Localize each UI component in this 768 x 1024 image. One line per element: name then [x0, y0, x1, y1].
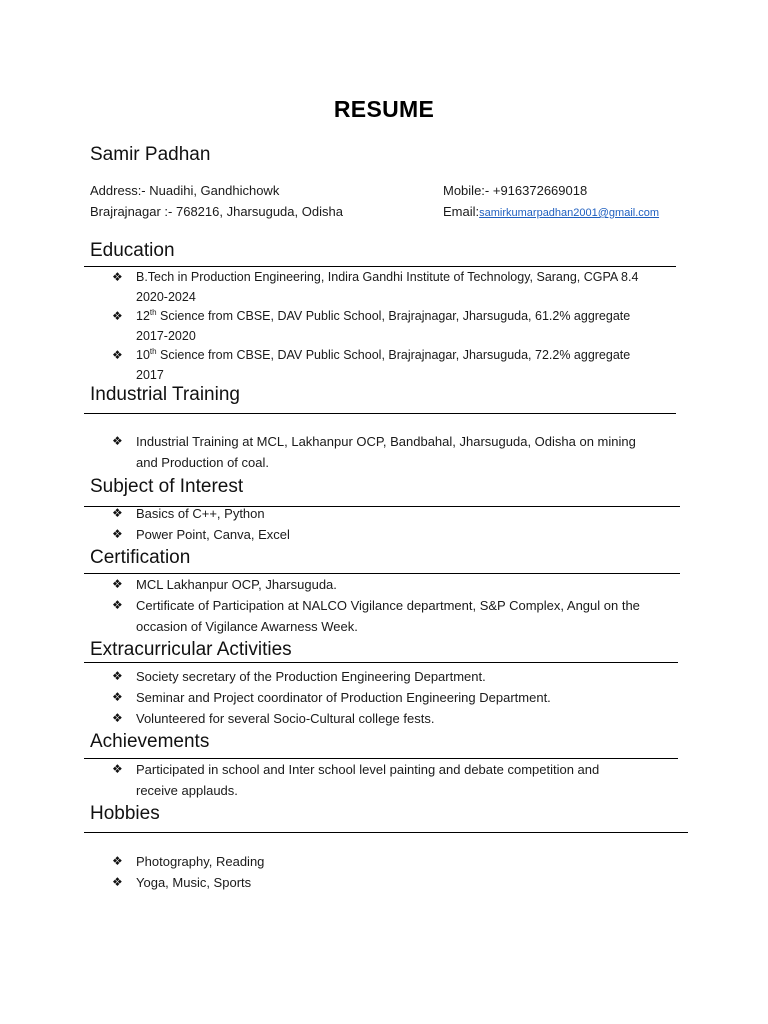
document-title: RESUME: [333, 96, 435, 122]
hobbies-list: [112, 851, 682, 893]
list-item: [112, 268, 682, 307]
list-item: [112, 851, 682, 872]
list-item: [112, 687, 682, 708]
hobby-text: Yoga, Music, Sports: [136, 875, 252, 890]
bullet-diamond-icon: ❖: [112, 527, 123, 541]
bullet-diamond-icon: ❖: [112, 598, 123, 612]
bullet-diamond-icon: ❖: [112, 270, 123, 284]
bullet-diamond-icon: ❖: [112, 669, 123, 683]
industrial-training-divider: [84, 413, 676, 414]
bullet-diamond-icon: ❖: [112, 762, 123, 776]
address-line-2: Brajrajnagar :- 768216, Jharsuguda, Odisha: [90, 204, 343, 219]
education-years: 2017-2020: [136, 328, 196, 343]
achievement-text-cont: receive applauds.: [136, 783, 238, 798]
certification-heading: Certification: [90, 547, 191, 568]
list-item: [112, 524, 682, 545]
ordinal-suffix: th: [149, 307, 157, 317]
list-item: [112, 872, 682, 893]
activity-text: Society secretary of the Production Engineering Department.: [136, 669, 486, 684]
email-link[interactable]: samirkumarpadhan2001@gmail.com: [479, 207, 660, 219]
list-item: [112, 503, 682, 524]
hobbies-divider: [84, 832, 688, 833]
bullet-diamond-icon: ❖: [112, 711, 123, 725]
list-item: [112, 595, 688, 637]
achievements-heading: Achievements: [90, 731, 210, 752]
bullet-diamond-icon: ❖: [112, 309, 123, 323]
industrial-training-list: [112, 431, 682, 473]
education-list: [112, 268, 682, 385]
extracurricular-divider: [84, 662, 678, 663]
education-years: 2017: [136, 367, 164, 382]
list-item: [112, 708, 682, 729]
bullet-diamond-icon: ❖: [112, 506, 123, 520]
achievement-text: Participated in school and Inter school level painting and debate competition and: [136, 762, 600, 777]
interest-text: Power Point, Canva, Excel: [136, 527, 290, 542]
subject-of-interest-list: [112, 503, 682, 545]
training-text-cont: and Production of coal.: [136, 455, 269, 470]
email-row: [443, 201, 659, 224]
education-heading: Education: [90, 240, 175, 261]
list-item: [112, 759, 682, 801]
email-label: Email:: [443, 204, 480, 219]
bullet-diamond-icon: ❖: [112, 434, 123, 448]
list-item: [112, 666, 682, 687]
education-divider: [84, 266, 676, 267]
achievements-list: [112, 759, 682, 801]
activity-text: Volunteered for several Socio-Cultural college fests.: [136, 711, 435, 726]
activity-text: Seminar and Project coordinator of Production Engineering Department.: [136, 690, 551, 705]
education-grade: 12: [136, 309, 150, 323]
address-line-1: Address:- Nuadihi, Gandhichowk: [90, 183, 280, 198]
list-item: [112, 574, 688, 595]
bullet-diamond-icon: ❖: [112, 690, 123, 704]
extracurricular-list: [112, 666, 682, 729]
education-years: 2020-2024: [136, 289, 196, 304]
industrial-training-heading: Industrial Training: [90, 384, 240, 405]
certification-list: [112, 574, 688, 637]
interest-text: Basics of C++, Python: [136, 506, 265, 521]
education-details: Science from CBSE, DAV Public School, Brajrajnagar, Jharsuguda, 61.2% aggregate: [156, 309, 631, 323]
list-item: [112, 346, 682, 385]
extracurricular-heading: Extracurricular Activities: [90, 639, 292, 660]
hobby-text: Photography, Reading: [136, 854, 265, 869]
bullet-diamond-icon: ❖: [112, 854, 123, 868]
ordinal-suffix: th: [149, 346, 157, 356]
hobbies-heading: Hobbies: [90, 803, 160, 824]
bullet-diamond-icon: ❖: [112, 348, 123, 362]
subject-of-interest-heading: Subject of Interest: [90, 476, 244, 497]
certification-text: MCL Lakhanpur OCP, Jharsuguda.: [136, 577, 337, 592]
education-details: Science from CBSE, DAV Public School, Brajrajnagar, Jharsuguda, 72.2% aggregate: [156, 348, 631, 362]
education-degree: B.Tech in Production Engineering, Indira Gandhi Institute of Technology, Sarang, CGPA 8.4: [136, 270, 639, 284]
training-text: Industrial Training at MCL, Lakhanpur OCP, Bandbahal, Jharsuguda, Odisha on mining: [136, 434, 636, 449]
certification-text-cont: occasion of Vigilance Awarness Week.: [136, 619, 358, 634]
certification-text: Certificate of Participation at NALCO Vigilance department, S&P Complex, Angul on the: [136, 598, 640, 613]
list-item: [112, 431, 682, 473]
list-item: [112, 307, 682, 346]
bullet-diamond-icon: ❖: [112, 577, 123, 591]
education-grade: 10: [136, 348, 150, 362]
bullet-diamond-icon: ❖: [112, 875, 123, 889]
candidate-name: Samir Padhan: [90, 144, 211, 165]
mobile-number: Mobile:- +916372669018: [443, 183, 588, 198]
